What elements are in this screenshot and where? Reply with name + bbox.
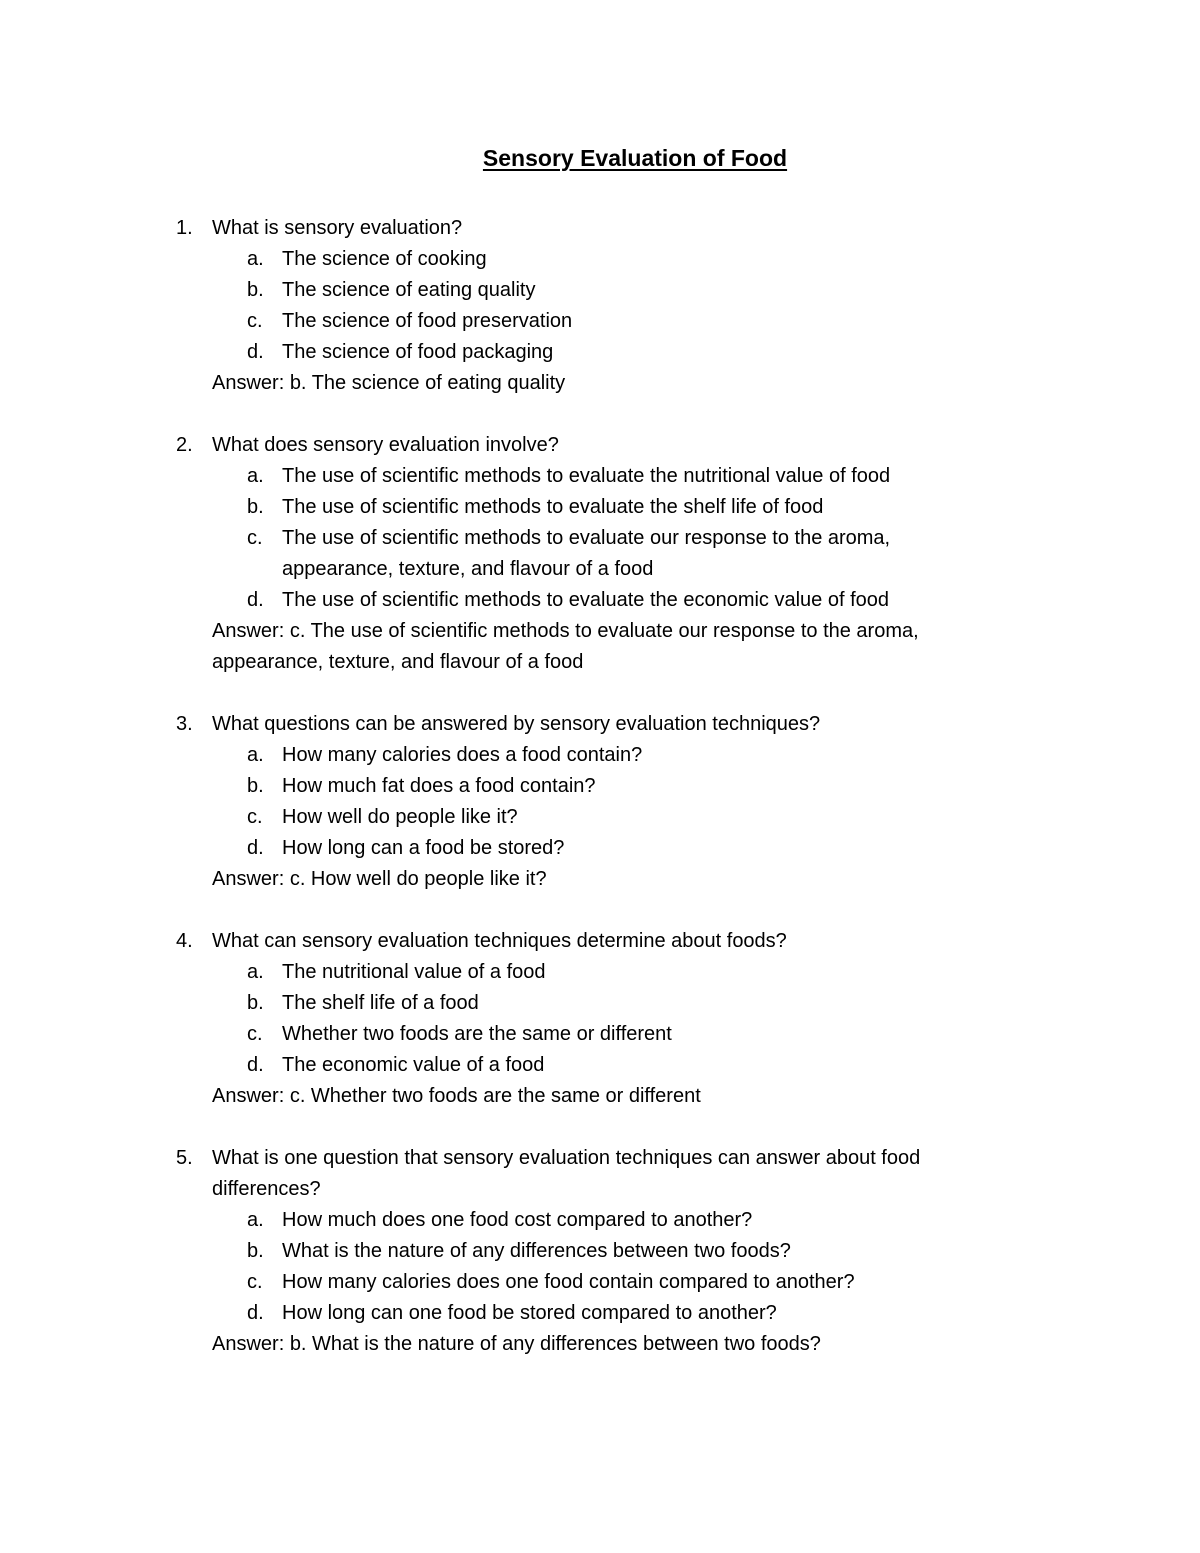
option-item bbox=[212, 957, 1000, 988]
question-item bbox=[0, 709, 1200, 895]
option-letter: b. bbox=[247, 496, 264, 518]
option-text: The shelf life of a food bbox=[282, 992, 479, 1014]
option-item bbox=[212, 1298, 1000, 1329]
option-item bbox=[212, 492, 1000, 523]
option-letter: c. bbox=[247, 310, 263, 332]
option-list bbox=[212, 244, 1000, 368]
option-item bbox=[212, 585, 1000, 616]
option-item bbox=[212, 802, 1000, 833]
option-letter: c. bbox=[247, 1271, 263, 1293]
page-title: Sensory Evaluation of Food bbox=[482, 145, 788, 171]
option-letter: a. bbox=[247, 1209, 264, 1231]
option-text: The use of scientific methods to evaluate the shelf life of food bbox=[282, 496, 824, 518]
option-letter: a. bbox=[247, 465, 264, 487]
option-text: The use of scientific methods to evaluate our response to the aroma, appearance, texture, and flavour of a food bbox=[282, 527, 891, 580]
option-item bbox=[212, 306, 1000, 337]
question-number: 3. bbox=[176, 713, 193, 735]
answer-text: b. The science of eating quality bbox=[289, 372, 566, 394]
answer-label: Answer: bbox=[212, 372, 285, 394]
option-letter: b. bbox=[247, 775, 264, 797]
option-item bbox=[212, 1267, 1000, 1298]
option-text: How much does one food cost compared to another? bbox=[282, 1209, 753, 1231]
option-item bbox=[212, 461, 1000, 492]
question-number: 4. bbox=[176, 930, 193, 952]
option-text: Whether two foods are the same or different bbox=[282, 1023, 672, 1045]
option-letter: c. bbox=[247, 1023, 263, 1045]
question-text: What questions can be answered by sensory evaluation techniques? bbox=[212, 713, 821, 735]
option-item bbox=[212, 1236, 1000, 1267]
answer-text: c. Whether two foods are the same or different bbox=[289, 1085, 701, 1107]
option-item bbox=[212, 1050, 1000, 1081]
option-letter: d. bbox=[247, 1302, 264, 1324]
option-letter: c. bbox=[247, 806, 263, 828]
option-item bbox=[212, 523, 1000, 585]
question-text: What does sensory evaluation involve? bbox=[212, 434, 559, 456]
answer-line bbox=[212, 368, 1000, 399]
answer-text: c. How well do people like it? bbox=[289, 868, 547, 890]
option-list bbox=[212, 957, 1000, 1081]
question-item bbox=[0, 926, 1200, 1112]
option-item bbox=[212, 275, 1000, 306]
option-letter: c. bbox=[247, 527, 263, 549]
option-letter: b. bbox=[247, 279, 264, 301]
option-letter: a. bbox=[247, 961, 264, 983]
option-text: How many calories does one food contain compared to another? bbox=[282, 1271, 855, 1293]
question-list bbox=[0, 213, 1200, 1391]
option-letter: d. bbox=[247, 589, 264, 611]
question-number: 1. bbox=[176, 217, 193, 239]
option-letter: d. bbox=[247, 837, 264, 859]
option-text: The nutritional value of a food bbox=[282, 961, 546, 983]
option-letter: d. bbox=[247, 341, 264, 363]
option-text: How long can one food be stored compared to another? bbox=[282, 1302, 777, 1324]
option-text: The economic value of a food bbox=[282, 1054, 545, 1076]
option-text: The science of eating quality bbox=[282, 279, 536, 301]
question-item bbox=[0, 213, 1200, 399]
answer-text: b. What is the nature of any differences between two foods? bbox=[289, 1333, 821, 1355]
option-letter: a. bbox=[247, 248, 264, 270]
option-text: The use of scientific methods to evaluate the economic value of food bbox=[282, 589, 890, 611]
answer-line bbox=[212, 1329, 1000, 1360]
option-text: The use of scientific methods to evaluate the nutritional value of food bbox=[282, 465, 891, 487]
option-letter: b. bbox=[247, 1240, 264, 1262]
option-text: How well do people like it? bbox=[282, 806, 518, 828]
option-text: What is the nature of any differences between two foods? bbox=[282, 1240, 791, 1262]
option-text: The science of cooking bbox=[282, 248, 487, 270]
option-item bbox=[212, 740, 1000, 771]
question-text: What is one question that sensory evaluation techniques can answer about food differences? bbox=[212, 1147, 921, 1200]
question-item bbox=[0, 430, 1200, 678]
question-text: What is sensory evaluation? bbox=[212, 217, 463, 239]
answer-line bbox=[212, 864, 1000, 895]
option-letter: d. bbox=[247, 1054, 264, 1076]
answer-line bbox=[212, 1081, 1000, 1112]
option-item bbox=[212, 833, 1000, 864]
option-text: The science of food preservation bbox=[282, 310, 573, 332]
question-number: 5. bbox=[176, 1147, 193, 1169]
option-text: How much fat does a food contain? bbox=[282, 775, 596, 797]
question-text: What can sensory evaluation techniques determine about foods? bbox=[212, 930, 787, 952]
answer-label: Answer: bbox=[212, 1085, 285, 1107]
question-item bbox=[0, 1143, 1200, 1360]
answer-text: c. The use of scientific methods to evaluate our response to the aroma, appearance, texture, and flavour of a food bbox=[212, 620, 919, 673]
option-list bbox=[212, 461, 1000, 616]
question-number: 2. bbox=[176, 434, 193, 456]
option-item bbox=[212, 988, 1000, 1019]
answer-label: Answer: bbox=[212, 620, 285, 642]
answer-line bbox=[212, 616, 1000, 678]
option-text: How long can a food be stored? bbox=[282, 837, 565, 859]
option-text: How many calories does a food contain? bbox=[282, 744, 643, 766]
option-item bbox=[212, 771, 1000, 802]
option-letter: b. bbox=[247, 992, 264, 1014]
answer-label: Answer: bbox=[212, 1333, 285, 1355]
option-letter: a. bbox=[247, 744, 264, 766]
option-list bbox=[212, 740, 1000, 864]
option-text: The science of food packaging bbox=[282, 341, 554, 363]
option-list bbox=[212, 1205, 1000, 1329]
option-item bbox=[212, 244, 1000, 275]
answer-label: Answer: bbox=[212, 868, 285, 890]
option-item bbox=[212, 1019, 1000, 1050]
option-item bbox=[212, 1205, 1000, 1236]
option-item bbox=[212, 337, 1000, 368]
